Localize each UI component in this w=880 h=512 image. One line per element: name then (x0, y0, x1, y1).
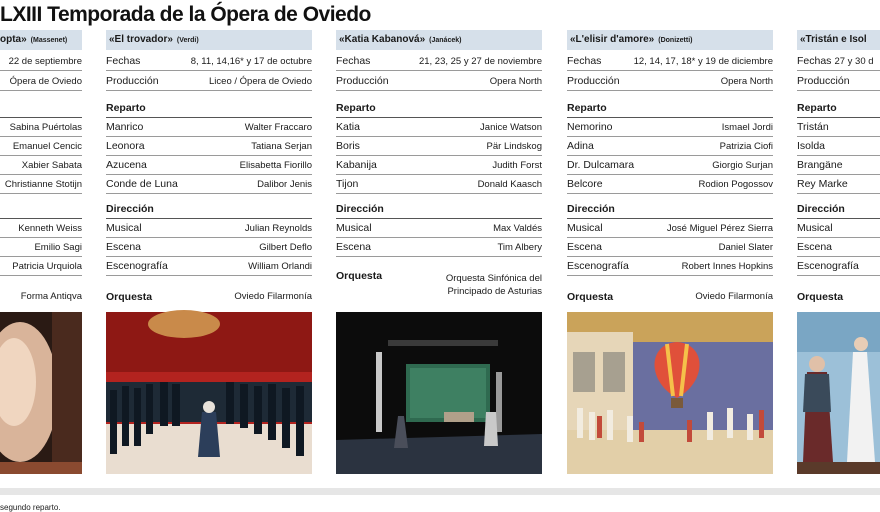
production-photo (797, 312, 880, 474)
reparto-heading: Reparto (336, 102, 376, 114)
cast-row: Azucena Elisabetta Fiorillo (106, 156, 312, 175)
orquesta-row: Orquesta Oviedo Filarmonía (106, 290, 312, 303)
opera-header (336, 30, 542, 50)
direction-row: Escenografía William Orlandi (106, 257, 312, 276)
direction-row: Escena Gilbert Deflo (106, 238, 312, 257)
direction-row: Escena Tim Albery (336, 238, 542, 257)
opera-column-katia-kabanova (336, 30, 542, 495)
direction-row: Musical (797, 219, 880, 238)
produccion-row: Producción Liceo / Ópera de Oviedo (106, 72, 312, 91)
reparto-heading: Reparto (797, 102, 837, 114)
orquesta-row: Orquesta (797, 290, 844, 303)
direccion-heading: Dirección (106, 203, 154, 215)
cast-row: Adina Patrizia Ciofi (567, 137, 773, 156)
fechas-row: Fechas 21, 23, 25 y 27 de noviembre (336, 52, 542, 71)
reparto-heading: Reparto (106, 102, 146, 114)
opera-header (567, 30, 773, 50)
cast-row: Xabier Sabata (0, 156, 82, 175)
produccion-row: Producción Opera North (567, 72, 773, 91)
cast-row: Tristán (797, 118, 880, 137)
cast-row: Isolda (797, 137, 880, 156)
fechas-row: 22 de septiembre (0, 52, 82, 71)
opera-column-tristan-e-isolda (797, 30, 880, 495)
opera-composer: (Janácek) (429, 37, 462, 44)
opera-title: opta» (0, 34, 27, 45)
cast-row: Rey Marke (797, 175, 880, 194)
cast-row: Katia Janice Watson (336, 118, 542, 137)
direction-row: Musical Max Valdés (336, 219, 542, 238)
opera-title: «El trovador» (109, 34, 173, 45)
opera-column-0 (0, 30, 82, 512)
opera-column-lelisir-damore (567, 30, 773, 495)
production-photo (0, 312, 82, 474)
direction-row: Musical José Miguel Pérez Sierra (567, 219, 773, 238)
page-title: LXIII Temporada de la Ópera de Oviedo (0, 3, 371, 26)
opera-composer: (Massenet) (30, 37, 68, 44)
cast-row: Conde de Luna Dalibor Jenis (106, 175, 312, 194)
opera-header (0, 30, 82, 50)
direction-row: Escenografía Robert Innes Hopkins (567, 257, 773, 276)
orquesta-row: Orquesta Oviedo Filarmonía (567, 290, 773, 303)
direction-row: Escenografía (797, 257, 880, 276)
production-photo (106, 312, 312, 474)
direction-row: Musical Julian Reynolds (106, 219, 312, 238)
produccion-row: Ópera de Oviedo (0, 72, 82, 91)
cast-row: Boris Pär Lindskog (336, 137, 542, 156)
opera-title: «Tristán e Isol (800, 34, 867, 45)
cast-row: Christianne Stotijn (0, 175, 82, 194)
reparto-heading: Reparto (567, 102, 607, 114)
direccion-heading: Dirección (797, 203, 845, 215)
cast-row: Leonora Tatiana Serjan (106, 137, 312, 156)
opera-header (797, 30, 880, 50)
direccion-heading: Dirección (336, 203, 384, 215)
cast-row: Tijon Donald Kaasch (336, 175, 542, 194)
cast-row: Manrico Walter Fraccaro (106, 118, 312, 137)
fechas-row: Fechas 12, 14, 17, 18* y 19 de diciembre (567, 52, 773, 71)
produccion-row: Producción Opera North (336, 72, 542, 91)
fechas-row: Fechas 8, 11, 14,16* y 17 de octubre (106, 52, 312, 71)
direction-row: Emilio Sagi (0, 238, 82, 257)
direccion-heading: Dirección (567, 203, 615, 215)
opera-composer: (Donizetti) (658, 37, 693, 44)
cast-row: Kabanija Judith Forst (336, 156, 542, 175)
opera-header (106, 30, 312, 50)
produccion-row: Producción (797, 72, 880, 91)
orquesta-row: Orquesta Orquesta Sinfónica del Principado de Asturias (336, 270, 542, 297)
opera-column-el-trovador (106, 30, 312, 495)
cast-row: Nemorino Ismael Jordi (567, 118, 773, 137)
cast-row: Belcore Rodion Pogossov (567, 175, 773, 194)
orquesta-row: Forma Antiqva (20, 291, 82, 302)
opera-title: «Katia Kabanová» (339, 34, 426, 45)
footnote: segundo reparto. (0, 503, 61, 512)
production-photo (336, 312, 542, 474)
direction-row: Escena (797, 238, 880, 257)
cast-row: Sabina Puértolas (0, 118, 82, 137)
direction-row: Escena Daniel Slater (567, 238, 773, 257)
direction-row: Patricia Urquiola (0, 257, 82, 276)
bottom-bar (0, 488, 880, 495)
opera-composer: (Verdi) (176, 37, 199, 44)
fechas-row: Fechas 27 y 30 d (797, 52, 880, 71)
cast-row: Brangäne (797, 156, 880, 175)
production-photo (567, 312, 773, 474)
opera-title: «L'elisir d'amore» (570, 34, 655, 45)
direction-row: Kenneth Weiss (0, 219, 82, 238)
cast-row: Emanuel Cencic (0, 137, 82, 156)
cast-row: Dr. Dulcamara Giorgio Surjan (567, 156, 773, 175)
